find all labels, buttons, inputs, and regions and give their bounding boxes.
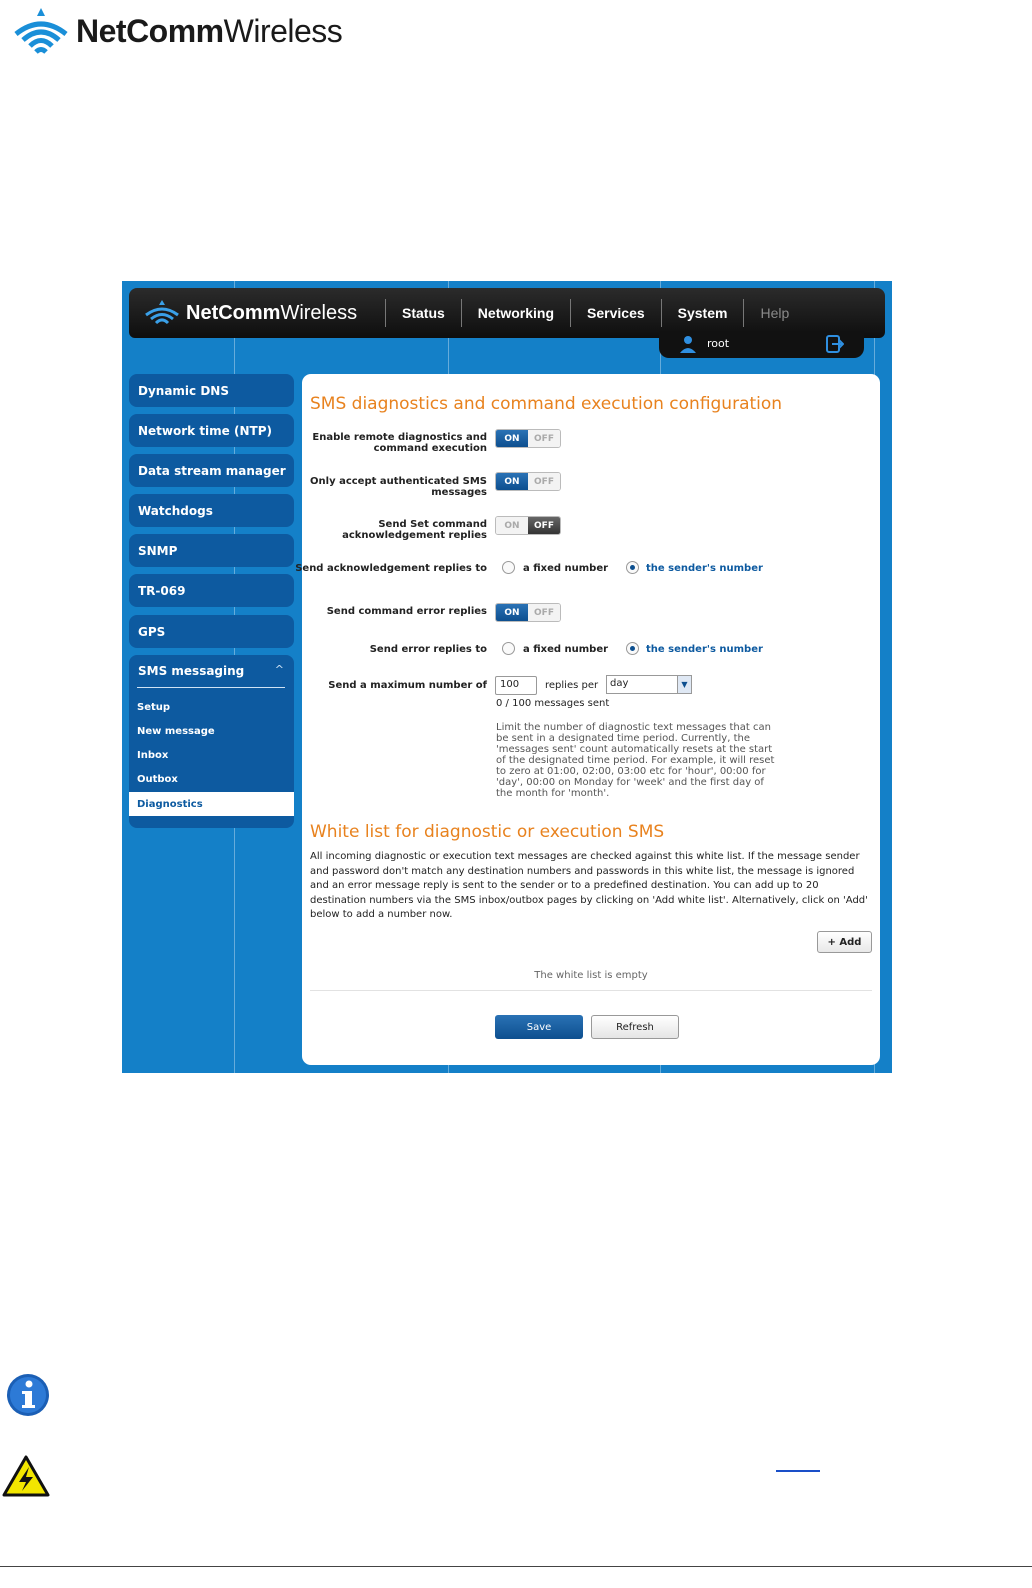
period-select[interactable]: day ▼ xyxy=(606,675,692,694)
sidebar-subitem-outbox[interactable]: Outbox xyxy=(137,774,178,785)
sidebar-item-ntp[interactable]: Network time (NTP) xyxy=(129,414,294,447)
page-title: SMS diagnostics and command execution configuration xyxy=(310,394,783,414)
sidebar-subitem-setup[interactable]: Setup xyxy=(137,702,171,713)
max-label: Send a maximum number of xyxy=(328,680,487,691)
save-button[interactable]: Save xyxy=(495,1015,583,1039)
err-fixed-label[interactable]: a fixed number xyxy=(523,644,609,655)
ack-sender-radio[interactable] xyxy=(626,561,639,574)
sidebar-subitem-diagnostics[interactable]: Diagnostics xyxy=(129,792,294,816)
ack-fixed-radio[interactable] xyxy=(502,561,515,574)
info-icon xyxy=(6,1373,50,1417)
auth-only-label: Only accept authenticated SMS messages xyxy=(310,476,487,498)
whitelist-title: White list for diagnostic or execution SMS xyxy=(310,822,665,842)
sidebar-item-gps[interactable]: GPS xyxy=(129,615,294,648)
document-brand: NetCommWireless xyxy=(76,12,343,49)
sidebar-item-data-stream[interactable]: Data stream manager xyxy=(129,454,294,487)
refresh-button[interactable]: Refresh xyxy=(591,1015,679,1039)
ack-fixed-label[interactable]: a fixed number xyxy=(523,563,609,574)
document-link-underline[interactable] xyxy=(776,1470,820,1472)
nav-logo[interactable]: NetCommWireless xyxy=(144,298,357,328)
ack-sender-label[interactable]: the sender's number xyxy=(646,563,763,574)
enable-remote-label: Enable remote diagnostics and command execution xyxy=(312,432,487,454)
send-set-ack-toggle[interactable]: ON OFF xyxy=(495,516,561,535)
sidebar-item-watchdogs[interactable]: Watchdogs xyxy=(129,494,294,527)
router-screenshot xyxy=(122,281,892,1073)
sidebar-item-dynamic-dns[interactable]: Dynamic DNS xyxy=(129,374,294,407)
error-to-label: Send error replies to xyxy=(369,644,487,655)
sidebar-item-sms-messaging[interactable]: SMS messaging xyxy=(138,664,245,678)
user-bar xyxy=(659,331,864,358)
add-button[interactable]: + Add xyxy=(817,931,872,953)
document-logo xyxy=(12,6,342,56)
enable-remote-toggle[interactable]: ON OFF xyxy=(495,429,561,448)
nav-networking[interactable]: Networking xyxy=(461,299,570,327)
err-fixed-radio[interactable] xyxy=(502,642,515,655)
warning-icon xyxy=(2,1455,50,1497)
nav-services[interactable]: Services xyxy=(570,299,661,327)
sent-count: 0 / 100 messages sent xyxy=(496,698,610,709)
sidebar-subitem-inbox[interactable]: Inbox xyxy=(137,750,169,761)
nav-help[interactable]: Help xyxy=(743,299,805,327)
err-sender-radio[interactable] xyxy=(626,642,639,655)
whitelist-empty: The white list is empty xyxy=(534,970,648,981)
user-icon xyxy=(679,335,697,353)
netcomm-logo-icon xyxy=(12,6,70,56)
chevron-up-icon[interactable]: ^ xyxy=(274,663,284,676)
logout-icon[interactable] xyxy=(826,335,844,353)
send-set-ack-label: Send Set command acknowledgement replies xyxy=(342,519,487,541)
nav-status[interactable]: Status xyxy=(385,299,461,327)
sidebar-item-snmp[interactable]: SNMP xyxy=(129,534,294,567)
replies-per-label: replies per xyxy=(545,680,599,691)
sidebar-item-tr069[interactable]: TR-069 xyxy=(129,574,294,607)
main-panel xyxy=(295,374,880,1065)
err-sender-label[interactable]: the sender's number xyxy=(646,644,763,655)
cmd-error-toggle[interactable]: ON OFF xyxy=(495,603,561,622)
netcomm-logo-icon xyxy=(144,298,180,328)
nav-system[interactable]: System xyxy=(661,299,744,327)
ack-replies-to-label: Send acknowledgement replies to xyxy=(295,563,487,574)
cmd-error-label: Send command error replies xyxy=(326,606,487,617)
username: root xyxy=(707,337,730,350)
sidebar-subitem-new-message[interactable]: New message xyxy=(137,726,215,737)
rate-limit-help: Limit the number of diagnostic text messages that can be sent in a designated time period. Currently, the 'messages sent' count automatically resets at the start of the designated time period. For example, it will reset to zero at 01:00, 02:00, 03:00 etc for 'hour', 00:00 for 'day', 00:00 on Monday for 'week' and the first day of the month for 'month'. xyxy=(496,722,775,799)
whitelist-description: All incoming diagnostic or execution text messages are checked against this white list. If the message sender and password don't match any destination numbers and passwords in this white list, the message is ignored and an error message reply is sent to the sender or to a predefined destination. You can add up to 20 destination numbers via the SMS inbox/outbox pages by clicking on 'Add white list'. Alternatively, click on 'Add' below to add a number now. xyxy=(310,851,868,920)
sidebar-group-sms xyxy=(129,655,294,828)
auth-only-toggle[interactable]: ON OFF xyxy=(495,472,561,491)
max-number-input[interactable]: 100 xyxy=(495,676,537,695)
chevron-down-icon[interactable]: ▼ xyxy=(677,676,691,693)
